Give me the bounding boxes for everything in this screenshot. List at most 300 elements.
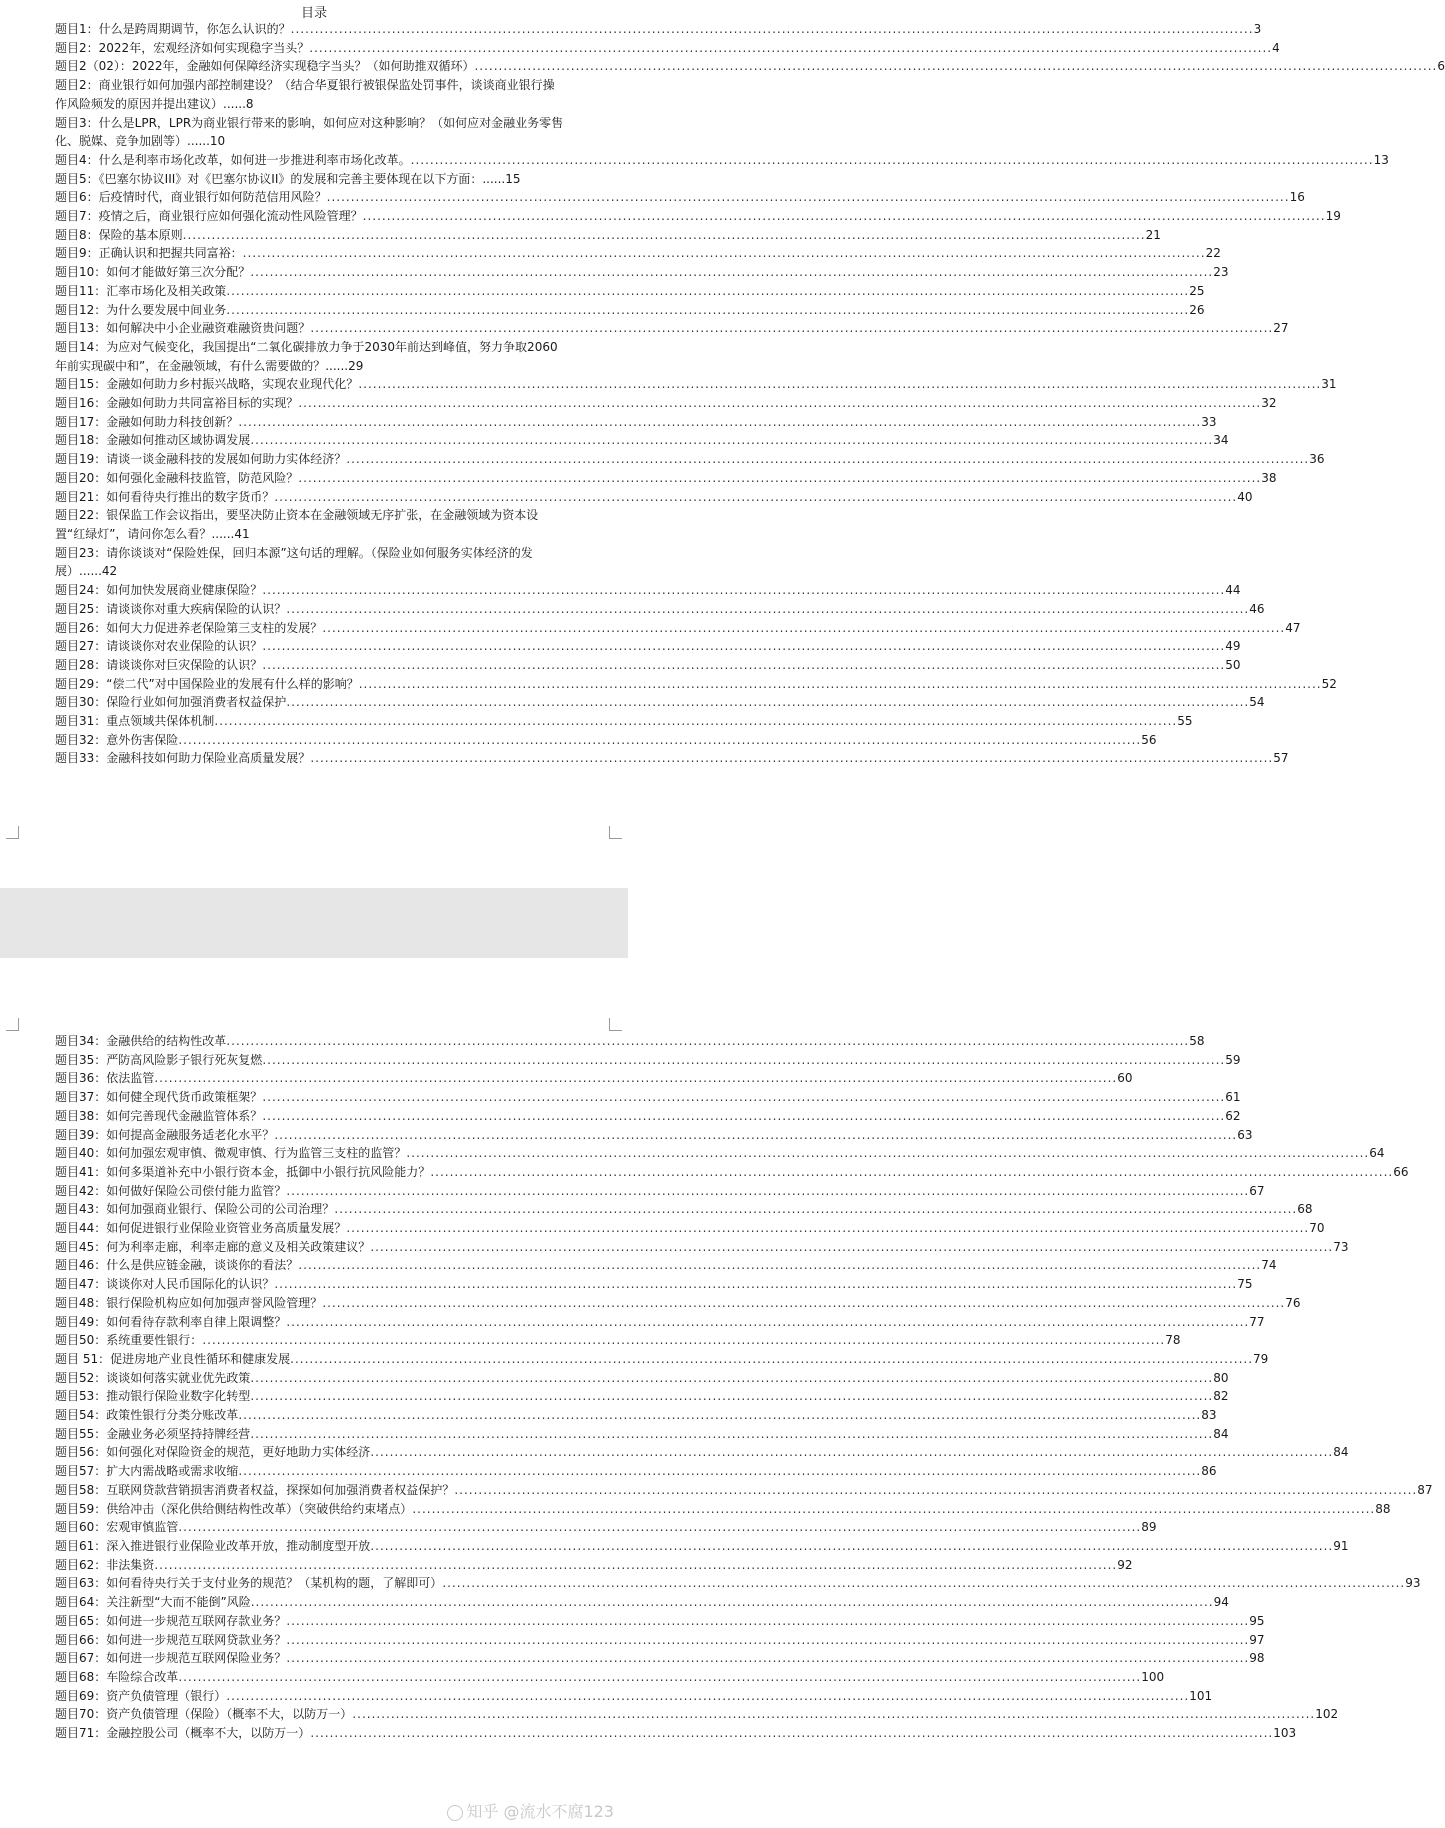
- toc-entry[interactable]: [55, 226, 1161, 245]
- toc-entry-label: 题目58: [55, 1482, 95, 1497]
- toc-entry-text: 资产负债管理（银行）: [106, 1688, 227, 1703]
- toc-entry[interactable]: [55, 1387, 1229, 1406]
- toc-separator: ：: [94, 676, 107, 691]
- toc-entry[interactable]: [55, 188, 1305, 207]
- toc-entry[interactable]: [55, 1069, 1133, 1088]
- toc-separator: ：: [94, 396, 107, 411]
- page-corner-mark: [6, 826, 19, 839]
- toc-entry[interactable]: [55, 338, 565, 375]
- toc-leader-dots: ......: [482, 171, 506, 186]
- toc-entry-text: 银行保险机构应如何加强声誉风险管理？: [106, 1295, 323, 1310]
- toc-leader-dots: ........................................................................................................................................................................................................: [202, 1333, 1166, 1348]
- toc-entry-wrap: [55, 114, 565, 151]
- toc-separator: ：: [94, 1239, 107, 1254]
- toc-page-number: 83: [1201, 1408, 1217, 1423]
- toc-entry-label: 题目53: [55, 1389, 95, 1404]
- toc-leader-dots: ........................................................................................................................................................................................................: [286, 1183, 1250, 1198]
- toc-entry[interactable]: [55, 1238, 1349, 1257]
- toc-separator: ：: [86, 40, 99, 55]
- toc-entry-title: [55, 1313, 286, 1332]
- toc-entry[interactable]: [55, 1593, 1229, 1612]
- toc-page-number: 89: [1141, 1520, 1157, 1535]
- toc-leader-dots: ........................................................................................................................................................................................................: [290, 22, 1254, 36]
- toc-entry[interactable]: [55, 1256, 1277, 1275]
- toc-entry-text: 推动银行保险业数字化转型: [106, 1389, 251, 1404]
- toc-leader-dots: ........................................................................................................................................................................................................: [322, 1295, 1286, 1310]
- toc-entry[interactable]: [55, 600, 1265, 619]
- toc-entry-text: 关注新型“大而不能倒”风险: [106, 1595, 251, 1610]
- toc-page-number: 15: [505, 171, 521, 186]
- toc-entry-text: 如何大力促进养老保险第三支柱的发展？: [106, 620, 323, 635]
- toc-entry-title: [55, 1387, 250, 1406]
- toc-entry[interactable]: [55, 394, 1277, 413]
- toc-page-number: 36: [1309, 452, 1325, 467]
- toc-entry[interactable]: [55, 1182, 1265, 1201]
- toc-page-number: 102: [1315, 1707, 1339, 1722]
- toc-entry-label: 题目56: [55, 1445, 95, 1460]
- toc-leader-dots: ........................................................................................................................................................................................................: [262, 1090, 1226, 1105]
- toc-entry[interactable]: [55, 151, 1389, 170]
- toc-entry[interactable]: [55, 1705, 1339, 1724]
- toc-entry[interactable]: [55, 282, 1205, 301]
- toc-entry[interactable]: [55, 207, 1341, 226]
- toc-separator: ：: [94, 620, 107, 635]
- toc-entry-title: [55, 1518, 178, 1537]
- toc-entry[interactable]: [55, 1126, 1253, 1145]
- toc-page-number: 94: [1213, 1595, 1229, 1610]
- toc-entry-text: 什么是供应链金融，谈谈你的看法？: [106, 1258, 299, 1273]
- toc-page-number: 19: [1325, 209, 1341, 224]
- toc-entry-text: 扩大内需战略或需求收缩: [106, 1464, 239, 1479]
- toc-page-number: 74: [1261, 1258, 1277, 1273]
- toc-entry[interactable]: [55, 1051, 1241, 1070]
- toc-separator: ：: [94, 1202, 107, 1217]
- toc-entry-text: 依法监管: [106, 1071, 155, 1086]
- toc-entry-title: [55, 637, 262, 656]
- toc-page-number: 103: [1273, 1726, 1297, 1741]
- toc-entry-label: 题目36: [55, 1071, 95, 1086]
- toc-page-number: 8: [245, 96, 254, 111]
- toc-entry[interactable]: [55, 581, 1241, 600]
- toc-separator: ：: [86, 78, 99, 93]
- toc-separator: ：: [94, 1146, 107, 1161]
- toc-page-number: 34: [1213, 433, 1229, 448]
- toc-page-number: 93: [1405, 1576, 1421, 1591]
- toc-entry-text: 金融供给的结构性改革: [106, 1034, 227, 1048]
- toc-entry[interactable]: [55, 1294, 1301, 1313]
- toc-entry-label: 题目32: [55, 732, 95, 747]
- toc-entry-text: 请谈谈你对重大疾病保险的认识？: [106, 601, 287, 616]
- toc-entry-text: 如何才能做好第三次分配？: [106, 265, 251, 280]
- toc-entry-title: [55, 1032, 226, 1051]
- toc-entry[interactable]: [55, 450, 1325, 469]
- toc-entry-text: 什么是利率市场化改革，如何进一步推进利率市场化改革。: [98, 152, 411, 167]
- toc-entry[interactable]: [55, 1668, 1165, 1687]
- toc-entry-wrap: [55, 544, 565, 581]
- toc-entry[interactable]: [55, 712, 1193, 731]
- toc-entry[interactable]: [55, 39, 1280, 58]
- toc-entry[interactable]: [55, 506, 565, 543]
- document-page-2: [0, 958, 1433, 1828]
- toc-entry[interactable]: [55, 1163, 1409, 1182]
- toc-separator: ：: [94, 321, 107, 336]
- toc-separator: ：: [94, 1164, 107, 1179]
- toc-entry-text: 什么是LPR，LPR为商业银行带来的影响，如何应对这种影响？（如何应对金融业务零售化、脱媒、竞争加剧等）: [55, 115, 564, 149]
- toc-separator: ：: [98, 1351, 111, 1366]
- toc-entry-title: [55, 1294, 322, 1313]
- toc-entry-text: 严防高风险影子银行死灰复燃: [106, 1052, 263, 1067]
- toc-entry[interactable]: [55, 1406, 1217, 1425]
- toc-entry-label: 题目29: [55, 676, 95, 691]
- toc-page-number: 64: [1369, 1146, 1385, 1161]
- toc-separator: ：: [94, 751, 107, 766]
- toc-page-number: 3: [1253, 22, 1262, 36]
- toc-entry-text: 如何强化金融科技监管，防范风险？: [106, 470, 299, 485]
- toc-entry-text: 如何多渠道补充中小银行资本金，抵御中小银行抗风险能力？: [106, 1164, 431, 1179]
- toc-entry-text: 意外伤害保险: [106, 732, 179, 747]
- toc-separator: ：: [94, 283, 107, 298]
- toc-entry[interactable]: [55, 1443, 1349, 1462]
- toc-entry[interactable]: [55, 1088, 1241, 1107]
- toc-page-number: 98: [1249, 1651, 1265, 1666]
- toc-entry[interactable]: [55, 57, 1445, 76]
- toc-separator: ：: [94, 1576, 107, 1591]
- toc-entry[interactable]: [55, 1144, 1385, 1163]
- toc-entry-label: 题目42: [55, 1183, 95, 1198]
- toc-separator: ：: [94, 489, 107, 504]
- toc-separator: ：: [86, 209, 99, 224]
- toc-entry-text: 正确认识和把握共同富裕：: [98, 246, 243, 261]
- toc-entry-label: 题目40: [55, 1146, 95, 1161]
- toc-entry-text: 宏观审慎监管: [106, 1520, 179, 1535]
- toc-entry[interactable]: [55, 319, 1289, 338]
- toc-entry-title: [55, 1238, 370, 1257]
- toc-leader-dots: ........................................................................................................................................................................................................: [178, 1669, 1142, 1684]
- toc-entry-title: [55, 1107, 262, 1126]
- toc-page-number: 95: [1249, 1613, 1265, 1628]
- toc-entry-text: 《巴塞尔协议III》对《巴塞尔协议II》的发展和完善主要体现在以下方面：: [98, 171, 483, 186]
- toc-entry-title: [55, 244, 243, 263]
- toc-entry[interactable]: [55, 619, 1301, 638]
- toc-entry-label: 题目18: [55, 433, 95, 448]
- toc-entry-label: 题目2（02）: [55, 59, 120, 74]
- toc-entry-label: 题目17: [55, 414, 95, 429]
- toc-entry-title: [55, 57, 474, 76]
- toc-entry[interactable]: [55, 1574, 1421, 1593]
- toc-entry[interactable]: [55, 1687, 1213, 1706]
- toc-entry-text: 商业银行如何加强内部控制建设？（结合华夏银行被银保监处罚事件，谈谈商业银行操作风险频发的原因并提出建议）: [55, 78, 555, 111]
- toc-entry-text: 促进房地产业良性循环和健康发展: [110, 1351, 291, 1366]
- toc-entry[interactable]: [55, 431, 1229, 450]
- toc-entry-text: 如何看待存款利率自律上限调整？: [106, 1314, 287, 1329]
- toc-entry-text: “偿二代”对中国保险业的发展有什么样的影响？: [106, 676, 359, 691]
- toc-entry-title: [55, 1556, 154, 1575]
- toc-separator: ：: [94, 1408, 107, 1423]
- toc-leader-dots: ........................................................................................................................................................................................................: [334, 1202, 1298, 1217]
- toc-entry[interactable]: [55, 114, 565, 151]
- toc-entry-label: 题目19: [55, 452, 95, 467]
- toc-entry-text: 互联网贷款营销损害消费者权益，探探如何加强消费者权益保护？: [106, 1482, 455, 1497]
- toc-entry-text: 保险的基本原则: [98, 227, 183, 242]
- toc-page-number: 47: [1285, 620, 1301, 635]
- toc-page-number: 70: [1309, 1221, 1325, 1236]
- toc-leader-dots: ........................................................................................................................................................................................................: [274, 1277, 1238, 1292]
- toc-entry[interactable]: [55, 375, 1337, 394]
- toc-entry-text: 如何看待央行推出的数字货币？: [106, 489, 275, 504]
- toc-entry[interactable]: [55, 1331, 1181, 1350]
- toc-leader-dots: ........................................................................................................................................................................................................: [274, 489, 1238, 504]
- toc-entry-title: [55, 656, 262, 675]
- toc-entry-title: [55, 1593, 251, 1612]
- toc-entry-title: [55, 1126, 274, 1145]
- toc-page-number: 49: [1225, 639, 1241, 654]
- toc-entry-label: 题目1: [55, 22, 87, 36]
- toc-leader-dots: ........................................................................................................................................................................................................: [454, 1482, 1418, 1497]
- zhihu-logo-icon: [447, 1805, 463, 1821]
- toc-separator: ：: [94, 1034, 107, 1048]
- toc-page-number: 22: [1205, 246, 1221, 261]
- toc-entry-title: [55, 1069, 154, 1088]
- toc-entry-text: 2022年，宏观经济如何实现稳字当头？: [98, 40, 310, 55]
- toc-leader-dots: ........................................................................................................................................................................................................: [326, 190, 1290, 205]
- toc-entry[interactable]: [55, 263, 1229, 282]
- toc-entry-label: 题目43: [55, 1202, 95, 1217]
- toc-entry-text: 2022年，金融如何保障经济实现稳字当头？（如何助推双循环）: [131, 59, 475, 74]
- toc-entry[interactable]: [55, 675, 1337, 694]
- toc-entry-title: [55, 619, 322, 638]
- toc-separator: ：: [94, 1669, 107, 1684]
- toc-entry-label: 题目6: [55, 190, 87, 205]
- toc-page-number: 78: [1165, 1333, 1181, 1348]
- toc-entry-title: [55, 1649, 286, 1668]
- toc-entry-label: 题目65: [55, 1613, 95, 1628]
- toc-entry[interactable]: [55, 1537, 1349, 1556]
- toc-entry-text: 如何进一步规范互联网存款业务？: [106, 1613, 287, 1628]
- toc-separator: ：: [94, 1464, 107, 1479]
- toc-leader-dots: ........................................................................................................................................................................................................: [238, 1408, 1202, 1423]
- toc-entry-label: 题目2: [55, 78, 87, 93]
- toc-entry-text: 金融如何推动区域协调发展: [106, 433, 251, 448]
- toc-entry[interactable]: [55, 1032, 1205, 1051]
- toc-entry-text: 金融控股公司（概率不大，以防万一）: [106, 1726, 311, 1741]
- toc-entry[interactable]: [55, 1200, 1313, 1219]
- toc-entry-title: [55, 1574, 442, 1593]
- toc-entry[interactable]: [55, 1500, 1391, 1519]
- toc-entry[interactable]: [55, 1425, 1229, 1444]
- toc-entry[interactable]: [55, 170, 565, 189]
- toc-entry[interactable]: [55, 1724, 1297, 1743]
- toc-entry-title: [55, 450, 346, 469]
- toc-entry[interactable]: [55, 544, 565, 581]
- toc-entry[interactable]: [55, 1518, 1157, 1537]
- toc-entry-label: 题目12: [55, 302, 95, 317]
- toc-page-number: 97: [1249, 1632, 1265, 1647]
- toc-entry-text: 非法集资: [106, 1557, 155, 1572]
- toc-page-number: 55: [1177, 714, 1193, 729]
- toc-entry-label: 题目26: [55, 620, 95, 635]
- toc-separator: ：: [94, 545, 107, 560]
- toc-entry-text: 资产负债管理（保险）（概率不大，以防万一）: [106, 1707, 353, 1722]
- toc-entry-text: 金融科技如何助力保险业高质量发展？: [106, 751, 311, 766]
- toc-separator: ：: [94, 1726, 107, 1741]
- toc-entry[interactable]: [55, 1631, 1265, 1650]
- toc-leader-dots: ........................................................................................................................................................................................................: [286, 1613, 1250, 1628]
- toc-entry-title: [55, 1163, 430, 1182]
- toc-entry[interactable]: [55, 731, 1157, 750]
- toc-separator: ：: [94, 1370, 107, 1385]
- toc-entry-text: 请谈谈你对农业保险的认识？: [106, 639, 263, 654]
- toc-entry[interactable]: [55, 469, 1277, 488]
- toc-entry-label: 题目15: [55, 377, 95, 392]
- toc-entry-text: 如何健全现代货币政策框架？: [106, 1090, 263, 1105]
- toc-leader-dots: ........................................................................................................................................................................................................: [154, 1071, 1118, 1086]
- toc-entry-text: 后疫情时代，商业银行如何防范信用风险？: [98, 190, 327, 205]
- toc-entry[interactable]: [55, 244, 1221, 263]
- toc-entry-title: [55, 226, 183, 245]
- toc-entry-title: [55, 1724, 310, 1743]
- toc-leader-dots: ........................................................................................................................................................................................................: [474, 59, 1438, 74]
- toc-page-number: 84: [1333, 1445, 1349, 1460]
- toc-leader-dots: ........................................................................................................................................................................................................: [310, 321, 1274, 336]
- toc-entry-title: [55, 1443, 370, 1462]
- toc-page-number: 42: [101, 564, 118, 579]
- toc-leader-dots: ........................................................................................................................................................................................................: [309, 40, 1273, 55]
- toc-separator: ：: [94, 1127, 107, 1142]
- toc-entry-label: 题目68: [55, 1669, 95, 1684]
- toc-leader-dots: ........................................................................................................................................................................................................: [310, 1726, 1274, 1741]
- toc-separator: ：: [86, 190, 99, 205]
- toc-separator: ：: [86, 171, 99, 186]
- toc-page-number: 82: [1213, 1389, 1229, 1404]
- toc-entry-title: [55, 39, 309, 58]
- toc-leader-dots: ........................................................................................................................................................................................................: [322, 620, 1286, 635]
- toc-separator: ：: [94, 583, 107, 598]
- toc-separator: ：: [94, 377, 107, 392]
- toc-entry[interactable]: [55, 1313, 1265, 1332]
- toc-page-number: 32: [1261, 396, 1277, 411]
- toc-separator: ：: [94, 339, 107, 354]
- toc-entry-text: 疫情之后，商业银行应如何强化流动性风险管理？: [98, 209, 363, 224]
- toc-entry-text: 为应对气候变化，我国提出“二氧化碳排放力争于2030年前达到峰值，努力争取2060年前实现碳中和”，在金融领域，有什么需要做的？: [55, 339, 558, 373]
- toc-entry[interactable]: [55, 749, 1289, 768]
- toc-entry[interactable]: [55, 1219, 1325, 1238]
- toc-separator: ：: [94, 1277, 107, 1292]
- toc-page-number: 84: [1213, 1426, 1229, 1441]
- toc-entry-label: 题目3: [55, 115, 87, 130]
- toc-leader-dots: ........................................................................................................................................................................................................: [370, 1239, 1334, 1254]
- toc-entry-title: [55, 1462, 238, 1481]
- toc-entry-label: 题目60: [55, 1520, 95, 1535]
- toc-separator: ：: [86, 22, 99, 36]
- toc-leader-dots: ........................................................................................................................................................................................................: [298, 396, 1262, 411]
- toc-separator: ：: [94, 714, 107, 729]
- toc-leader-dots: ......: [325, 358, 349, 373]
- toc-leader-dots: ........................................................................................................................................................................................................: [412, 1501, 1376, 1516]
- toc-entry-wrap: [55, 76, 565, 113]
- toc-entry[interactable]: [55, 301, 1205, 320]
- toc-entry[interactable]: [55, 1350, 1269, 1369]
- toc-separator: ：: [94, 1071, 107, 1086]
- toc-page-number: 68: [1297, 1202, 1313, 1217]
- toc-leader-dots: ........................................................................................................................................................................................................: [274, 1127, 1238, 1142]
- toc-page-number: 33: [1201, 414, 1217, 429]
- toc-entry[interactable]: [55, 1481, 1433, 1500]
- toc-separator: ：: [94, 452, 107, 467]
- toc-entry[interactable]: [55, 1275, 1253, 1294]
- toc-entry-text: 如何促进银行业保险业资管业务高质量发展？: [106, 1221, 347, 1236]
- toc-leader-dots: ........................................................................................................................................................................................................: [370, 1538, 1334, 1553]
- toc-entry[interactable]: [55, 1107, 1241, 1126]
- toc-entry[interactable]: [55, 1556, 1133, 1575]
- toc-entry[interactable]: [55, 20, 1262, 39]
- toc-entry-label: 题目2: [55, 40, 87, 55]
- toc-entry-text: 谈谈如何落实就业优先政策: [106, 1370, 251, 1385]
- toc-entry-label: 题目57: [55, 1464, 95, 1479]
- toc-leader-dots: ........................................................................................................................................................................................................: [370, 1445, 1334, 1460]
- toc-entry[interactable]: [55, 413, 1217, 432]
- toc-separator: ：: [86, 152, 99, 167]
- toc-leader-dots: ........................................................................................................................................................................................................: [262, 1108, 1226, 1123]
- toc-entry-title: [55, 488, 274, 507]
- toc-separator: ：: [94, 1258, 107, 1273]
- toc-page-number: 60: [1117, 1071, 1133, 1086]
- toc-entry[interactable]: [55, 1369, 1229, 1388]
- toc-entry[interactable]: [55, 1649, 1265, 1668]
- toc-entry-title: [55, 1668, 178, 1687]
- toc-separator: ：: [94, 1108, 107, 1123]
- toc-entry[interactable]: [55, 637, 1241, 656]
- toc-entry[interactable]: [55, 488, 1253, 507]
- toc-leader-dots: ........................................................................................................................................................................................................: [250, 1370, 1214, 1385]
- toc-entry[interactable]: [55, 1462, 1217, 1481]
- toc-page-number: 25: [1189, 283, 1205, 298]
- toc-entry-title: [55, 394, 298, 413]
- toc-separator: ：: [94, 1482, 107, 1497]
- toc-page-number: 73: [1333, 1239, 1349, 1254]
- toc-entry-text: 如何加快发展商业健康保险？: [106, 583, 263, 598]
- toc-entry-label: 题目63: [55, 1576, 95, 1591]
- toc-entry-label: 题目34: [55, 1034, 95, 1048]
- toc-entry-wrap: [55, 170, 565, 189]
- toc-separator: ：: [94, 1595, 107, 1610]
- toc-page-number: 6: [1437, 59, 1445, 74]
- toc-entry-label: 题目5: [55, 171, 87, 186]
- toc-separator: ：: [94, 1520, 107, 1535]
- toc-entry-title: [55, 1144, 406, 1163]
- toc-page-number: 88: [1375, 1501, 1391, 1516]
- toc-leader-dots: ......: [211, 526, 235, 541]
- toc-entry[interactable]: [55, 693, 1265, 712]
- toc-separator: ：: [94, 601, 107, 616]
- toc-entry[interactable]: [55, 656, 1241, 675]
- toc-entry-label: 题目45: [55, 1239, 95, 1254]
- toc-page-number: 40: [1237, 489, 1253, 504]
- toc-entry-title: [55, 301, 226, 320]
- toc-entry-title: [55, 731, 178, 750]
- toc-entry-label: 题目11: [55, 283, 95, 298]
- toc-entry-text: 金融如何助力共同富裕目标的实现？: [106, 396, 299, 411]
- toc-separator: ：: [94, 1314, 107, 1329]
- toc-entry-title: [55, 1331, 202, 1350]
- toc-entry-label: 题目49: [55, 1314, 95, 1329]
- toc-entry-text: 金融业务必须坚持持牌经营: [106, 1426, 251, 1441]
- toc-entry[interactable]: [55, 76, 565, 113]
- toc-entry-title: [55, 282, 226, 301]
- toc-separator: ：: [94, 1632, 107, 1647]
- toc-entry[interactable]: [55, 1612, 1265, 1631]
- toc-leader-dots: ........................................................................................................................................................................................................: [430, 1164, 1394, 1179]
- toc-separator: ：: [86, 115, 99, 130]
